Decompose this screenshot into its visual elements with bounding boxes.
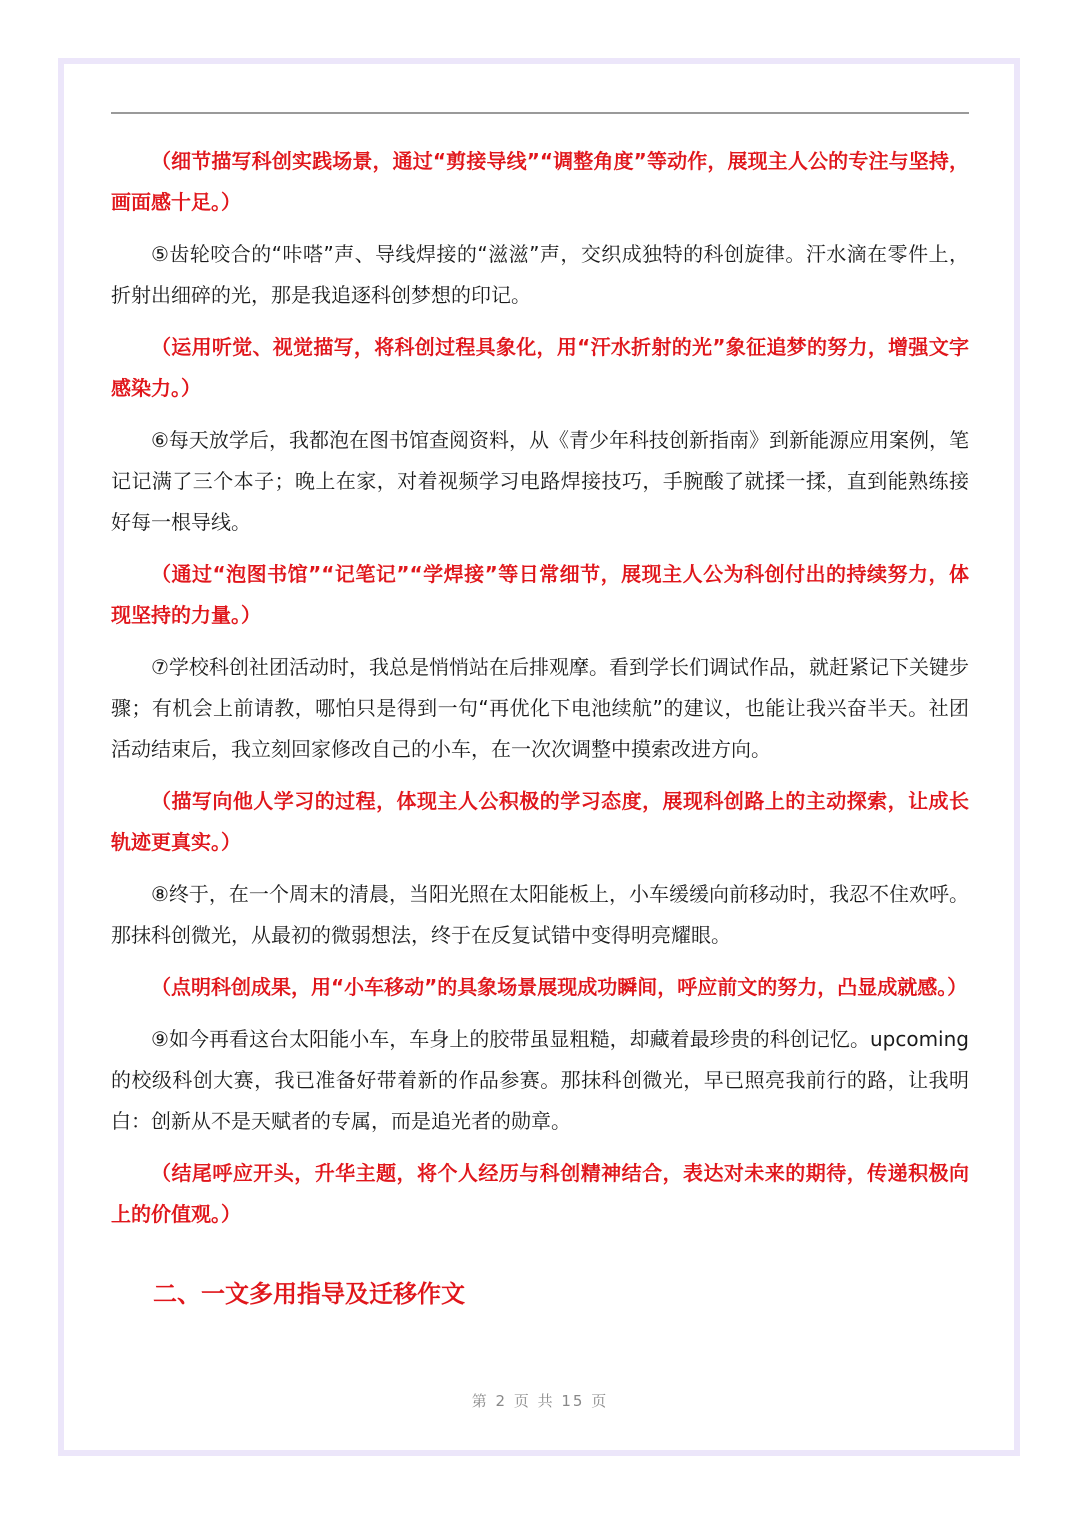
document-body bbox=[111, 141, 969, 1246]
header-divider bbox=[111, 112, 969, 114]
comment-paragraph: （通过“泡图书馆”“记笔记”“学焊接”等日常细节，展现主人公为科创付出的持续努力，体现坚持的力量。） bbox=[111, 562, 969, 627]
comment-paragraph: （点明科创成果，用“小车移动”的具象场景展现成功瞬间，呼应前文的努力，凸显成就感。） bbox=[151, 975, 968, 999]
section-heading: 二、一文多用指导及迁移作文 bbox=[153, 1280, 465, 1308]
body-paragraph: ⑤齿轮咬合的“咔嗒”声、导线焊接的“滋滋”声，交织成独特的科创旋律。汗水滴在零件上，折射出细碎的光，那是我追逐科创梦想的印记。 bbox=[111, 242, 969, 307]
comment-paragraph: （运用听觉、视觉描写，将科创过程具象化，用“汗水折射的光”象征追梦的努力，增强文字感染力。） bbox=[111, 335, 969, 400]
comment-paragraph: （描写向他人学习的过程，体现主人公积极的学习态度，展现科创路上的主动探索，让成长轨迹更真实。） bbox=[111, 789, 969, 854]
comment-paragraph: （细节描写科创实践场景，通过“剪接导线”“调整角度”等动作，展现主人公的专注与坚持，画面感十足。） bbox=[111, 149, 969, 214]
page-number: 第 2 页 共 15 页 bbox=[471, 1392, 609, 1410]
comment-paragraph: （结尾呼应开头，升华主题，将个人经历与科创精神结合，表达对未来的期待，传递积极向上的价值观。） bbox=[111, 1161, 969, 1226]
body-paragraph: ⑧终于，在一个周末的清晨，当阳光照在太阳能板上，小车缓缓向前移动时，我忍不住欢呼。那抹科创微光，从最初的微弱想法，终于在反复试错中变得明亮耀眼。 bbox=[111, 882, 969, 947]
body-paragraph: ⑥每天放学后，我都泡在图书馆查阅资料，从《青少年科技创新指南》到新能源应用案例，笔记记满了三个本子；晚上在家，对着视频学习电路焊接技巧，手腕酸了就揉一揉，直到能熟练接好每一根导线。 bbox=[111, 428, 969, 534]
body-paragraph: ⑦学校科创社团活动时，我总是悄悄站在后排观摩。看到学长们调试作品，就赶紧记下关键步骤；有机会上前请教，哪怕只是得到一句“再优化下电池续航”的建议，也能让我兴奋半天。社团活动结束后，我立刻回家修改自己的小车，在一次次调整中摸索改进方向。 bbox=[111, 655, 969, 761]
body-paragraph: ⑨如今再看这台太阳能小车，车身上的胶带虽显粗糙，却藏着最珍贵的科创记忆。upcoming 的校级科创大赛，我已准备好带着新的作品参赛。那抹科创微光，早已照亮我前行的路，让我明白：创新从不是天赋者的专属，而是追光者的勋章。 bbox=[111, 1027, 969, 1133]
